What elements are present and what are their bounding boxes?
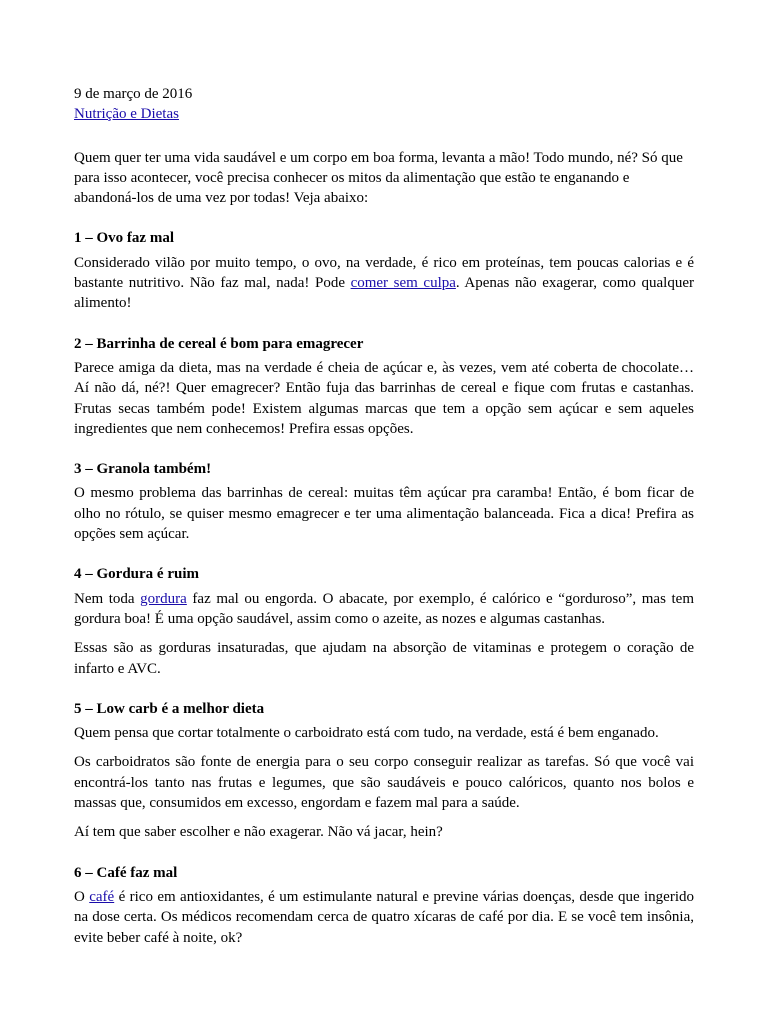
article-intro: Quem quer ter uma vida saudável e um corpo em boa forma, levanta a mão! Todo mundo, né? Só que para isso acontecer, você precisa conhecer os mitos da alimentação que estão te enganando e abandoná-los de uma vez por todas! Veja abaixo: — [74, 149, 683, 207]
section-heading: 5 – Low carb é a melhor dieta — [74, 700, 265, 717]
section-paragraph: Os carboidratos são fonte de energia para o seu corpo conseguir realizar as tarefas. Só que você vai encontrá-los tanto nas frutas e legumes, que são saudáveis e pouco calóricos, quanto nos bolos e massas que, consumidos em excesso, engordam e fazem mal para a saúde. — [74, 754, 694, 812]
article-category — [74, 104, 694, 124]
section-paragraph — [74, 253, 694, 314]
category-link[interactable]: Nutrição e Dietas — [74, 106, 179, 123]
section-paragraph: Essas são as gorduras insaturadas, que ajudam na absorção de vitaminas e protegem o coração de infarto e AVC. — [74, 640, 694, 677]
section-paragraph: O mesmo problema das barrinhas de cereal: muitas têm açúcar pra caramba! Então, é bom ficar de olho no rótulo, se quiser mesmo emagrecer e ter uma alimentação balanceada. Fica a dica! Prefira as opções sem açúcar. — [74, 485, 694, 543]
article-date: 9 de março de 2016 — [74, 86, 193, 102]
paragraph-text: . Apenas não exagerar, como qualquer alimento! — [74, 275, 694, 312]
section-paragraph — [74, 589, 694, 630]
section-paragraph: Quem pensa que cortar totalmente o carboidrato está com tudo, na verdade, está é bem enganado. — [74, 725, 659, 742]
section-4 — [74, 564, 694, 678]
paragraph-text: O — [74, 888, 90, 905]
section-heading: 3 – Granola também! — [74, 461, 212, 478]
section-5 — [74, 699, 694, 843]
section-heading: 1 – Ovo faz mal — [74, 230, 174, 247]
section-3 — [74, 459, 694, 544]
section-heading: 6 – Café faz mal — [74, 864, 178, 881]
section-paragraph: Parece amiga da dieta, mas na verdade é cheia de açúcar e, às vezes, vem até coberta de chocolate… Aí não dá, né?! Quer emagrecer? Então fuja das barrinhas de cereal e fique com frutas e castanhas. Frutas secas também pode! Existem algumas marcas que tem a opção sem açúcar e sem aqueles ingredientes que nem conhecemos! Prefira essas opções. — [74, 359, 694, 437]
section-heading: 4 – Gordura é ruim — [74, 566, 199, 583]
section-1 — [74, 228, 694, 313]
section-6 — [74, 863, 694, 948]
section-heading: 2 – Barrinha de cereal é bom para emagrecer — [74, 335, 364, 352]
cafe-link[interactable]: café — [89, 888, 115, 905]
section-paragraph: Aí tem que saber escolher e não exagerar. Não vá jacar, hein? — [74, 824, 443, 841]
section-2 — [74, 334, 694, 439]
paragraph-text: faz mal ou engorda. O abacate, por exemplo, é calórico e “gorduroso”, mas tem gordura boa! É uma opção saudável, assim como o azeite, as nozes e algumas castanhas. — [74, 590, 695, 627]
gordura-link[interactable]: gordura — [140, 590, 187, 607]
paragraph-text: Nem toda — [74, 590, 141, 607]
paragraph-text: Considerado vilão por muito tempo, o ovo, na verdade, é rico em proteínas, tem poucas calorias e é bastante nutritivo. Não faz mal, nada! Pode — [74, 254, 694, 292]
comer-sem-culpa-link[interactable]: comer sem culpa — [350, 275, 456, 292]
section-paragraph — [74, 887, 694, 948]
paragraph-text: é rico em antioxidantes, é um estimulante natural e previne várias doenças, desde que ingerido na dose certa. Os médicos recomendam cerca de quatro xícaras de café por dia. E se você tem insônia, evite beber café à noite, ok? — [74, 888, 694, 946]
article — [74, 84, 694, 948]
